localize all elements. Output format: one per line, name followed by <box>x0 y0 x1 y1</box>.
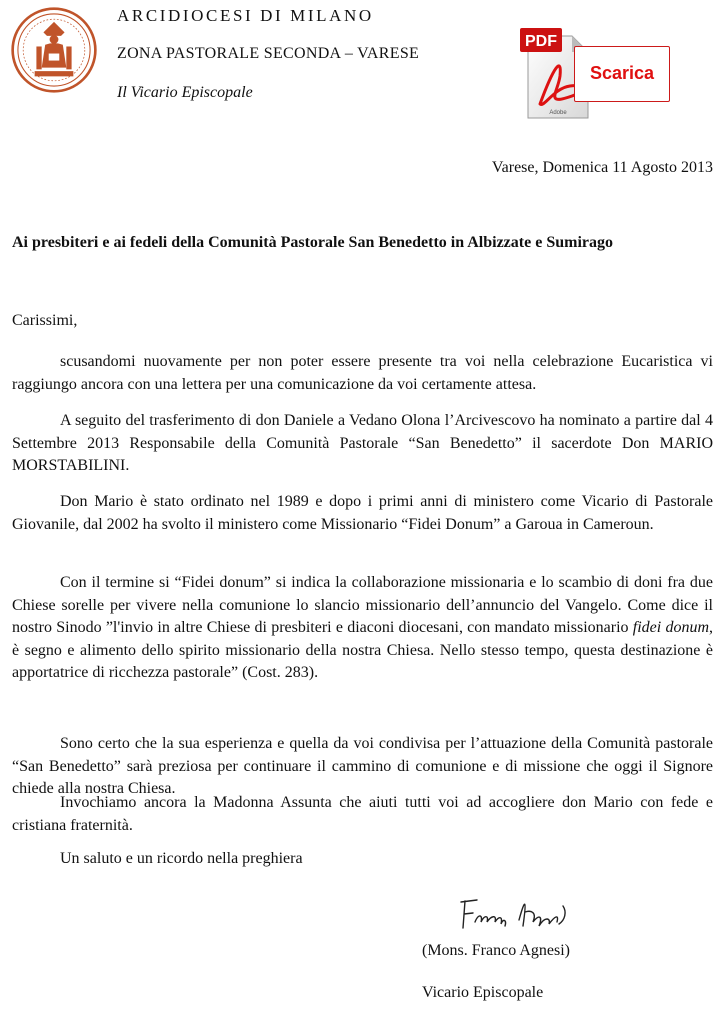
signer-name: (Mons. Franco Agnesi) <box>422 942 570 959</box>
download-label: Scarica <box>589 63 655 83</box>
vicar-title: Il Vicario Episcopale <box>117 84 253 101</box>
signer-role: Vicario Episcopale <box>422 984 544 1001</box>
paragraph-experience: Sono certo che la sua esperienza e quella da voi condivisa per l’attuazione della Comunità pastorale “San Benedetto” sarà preziosa per continuare il cammino di comunione e di missione che oggi il Signore chiede alla nostra Chiesa. <box>12 735 713 797</box>
fidei-donum-text-a: Con il termine si “Fidei donum” si indica la collaborazione missionaria e lo scambio di doni fra due Chiese sorelle per vivere nella comunione lo slancio missionario dell’annuncio del Vangelo. Come dice il nostro Sinodo ”l'invio in altre Chiese di presbiteri e diaconi diocesani, con mandato missionario <box>12 574 713 636</box>
handwritten-signature <box>455 892 590 936</box>
paragraph-biography: Don Mario è stato ordinato nel 1989 e dopo i primi anni di ministero come Vicario di Pastorale Giovanile, dal 2002 ha svolto il ministero come Missionario “Fidei Donum” a Garoua in Cameroun. <box>12 493 713 533</box>
letter-date: Varese, Domenica 11 Agosto 2013 <box>491 159 713 176</box>
letter-closing: Un saluto e un ricordo nella preghiera <box>60 850 303 867</box>
paragraph-appointment: A seguito del trasferimento di don Daniele a Vedano Olona l’Arcivescovo ha nominato a partire dal 4 Settembre 2013 Responsabile della Comunità Pastorale “San Benedetto” il sacerdote Don MARIO MORSTABILINI. <box>12 412 713 474</box>
download-pdf-link[interactable] <box>514 26 674 122</box>
pastoral-zone-name: ZONA PASTORALE SECONDA – VARESE <box>117 45 420 62</box>
paragraph-fidei-donum <box>12 572 713 685</box>
letter-salutation: Carissimi, <box>12 312 78 329</box>
diocesan-seal-icon <box>10 6 98 94</box>
download-button[interactable] <box>574 46 670 102</box>
pdf-badge-text: PDF <box>525 33 557 50</box>
paragraph-apology: scusandomi nuovamente per non poter essere presente tra voi nella celebrazione Eucaristica vi raggiungo ancora con una lettera per una comunicazione da voi certamente attesa. <box>12 353 713 393</box>
letter-addressee: Ai presbiteri e ai fedeli della Comunità Pastorale San Benedetto in Albizzate e Sumirago <box>12 234 613 251</box>
adobe-label: Adobe <box>549 110 567 116</box>
fidei-donum-emphasis: fidei donum <box>632 619 709 636</box>
archdiocese-name: ARCIDIOCESI DI MILANO <box>117 6 374 25</box>
paragraph-invocation: Invochiamo ancora la Madonna Assunta che aiuti tutti voi ad accogliere don Mario con fede e cristiana fraternità. <box>12 794 713 834</box>
fidei-donum-text-b: , è segno e alimento dello spirito missionario della nostra Chiesa. Nello stesso tempo, questa destinazione è apportatrice di ricchezza pastorale” (Cost. 283). <box>12 619 713 681</box>
